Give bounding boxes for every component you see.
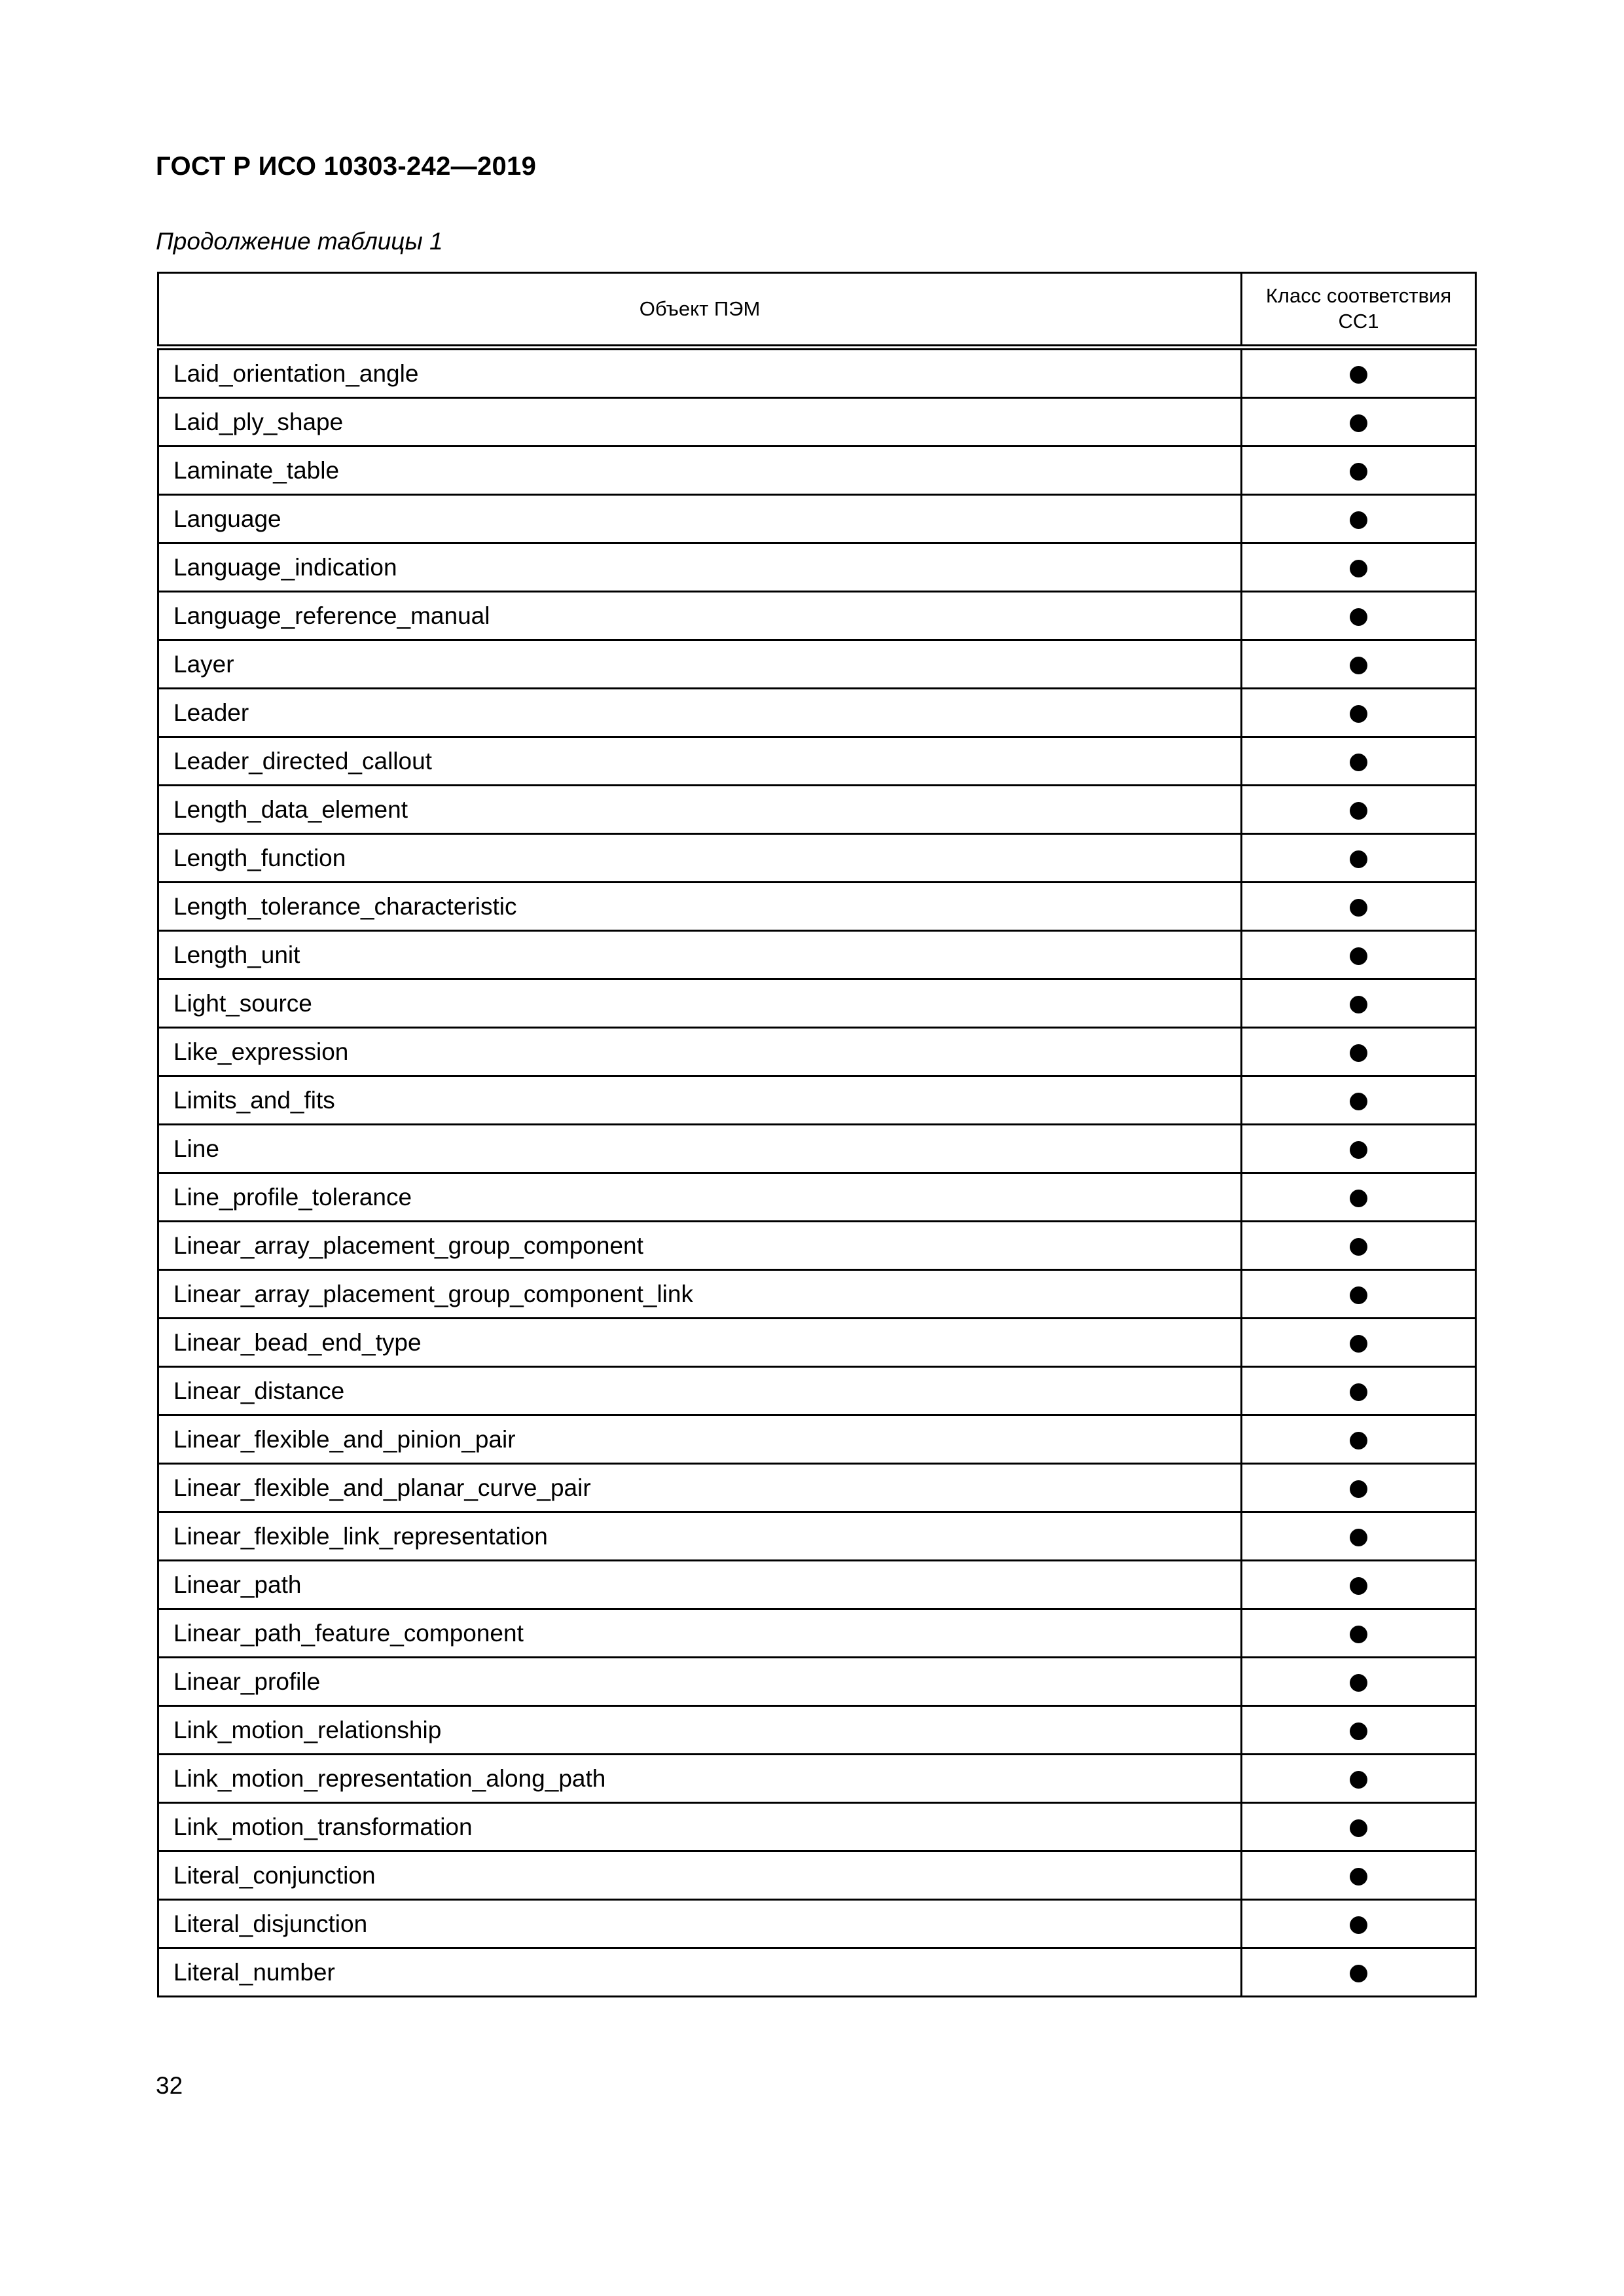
column-header-class-line1: Класс соответствия (1265, 284, 1452, 308)
table-caption: Продолжение таблицы 1 (156, 228, 443, 255)
table-row (158, 1803, 1476, 1851)
conformance-table (157, 272, 1477, 1997)
object-name-cell: Linear_path_feature_component (158, 1609, 1242, 1658)
object-name-cell: Language (158, 495, 1242, 543)
filled-circle-icon (1350, 802, 1367, 820)
table-row (158, 1512, 1476, 1561)
conformance-mark-cell (1242, 1609, 1476, 1658)
filled-circle-icon (1350, 754, 1367, 771)
filled-circle-icon (1350, 1093, 1367, 1110)
conformance-mark-cell (1242, 1125, 1476, 1173)
table-row (158, 1222, 1476, 1270)
conformance-mark-cell (1242, 1464, 1476, 1512)
object-name-cell: Limits_and_fits (158, 1076, 1242, 1125)
table-row (158, 640, 1476, 689)
table-header-row (158, 273, 1476, 348)
object-name-cell: Language_indication (158, 543, 1242, 592)
object-name-cell: Literal_conjunction (158, 1851, 1242, 1900)
table-row (158, 1028, 1476, 1076)
table-row (158, 1125, 1476, 1173)
conformance-mark-cell (1242, 1948, 1476, 1997)
conformance-mark-cell (1242, 1658, 1476, 1706)
filled-circle-icon (1350, 1722, 1367, 1740)
table-row (158, 1658, 1476, 1706)
object-name-cell: Linear_bead_end_type (158, 1319, 1242, 1367)
table-row (158, 348, 1476, 398)
conformance-mark-cell (1242, 1367, 1476, 1415)
conformance-mark-cell (1242, 1803, 1476, 1851)
table-row (158, 1948, 1476, 1997)
conformance-mark-cell (1242, 446, 1476, 495)
conformance-mark-cell (1242, 979, 1476, 1028)
object-name-cell: Literal_number (158, 1948, 1242, 1997)
conformance-mark-cell (1242, 592, 1476, 640)
conformance-mark-cell (1242, 1561, 1476, 1609)
object-name-cell: Link_motion_representation_along_path (158, 1755, 1242, 1803)
filled-circle-icon (1350, 1044, 1367, 1062)
filled-circle-icon (1350, 1238, 1367, 1256)
table-row (158, 931, 1476, 979)
object-name-cell: Laid_orientation_angle (158, 348, 1242, 398)
filled-circle-icon (1350, 1383, 1367, 1401)
table-row (158, 1900, 1476, 1948)
table-row (158, 689, 1476, 737)
filled-circle-icon (1350, 947, 1367, 965)
filled-circle-icon (1350, 1868, 1367, 1886)
table-row (158, 1076, 1476, 1125)
conformance-mark-cell (1242, 1173, 1476, 1222)
conformance-mark-cell (1242, 883, 1476, 931)
table-row (158, 1706, 1476, 1755)
filled-circle-icon (1350, 511, 1367, 529)
object-name-cell: Linear_distance (158, 1367, 1242, 1415)
conformance-mark-cell (1242, 931, 1476, 979)
object-name-cell: Literal_disjunction (158, 1900, 1242, 1948)
conformance-mark-cell (1242, 1900, 1476, 1948)
conformance-mark-cell (1242, 786, 1476, 834)
column-header-conformance-class (1242, 273, 1476, 348)
filled-circle-icon (1350, 1286, 1367, 1304)
column-header-object: Объект ПЭМ (158, 273, 1242, 348)
object-name-cell: Like_expression (158, 1028, 1242, 1076)
conformance-mark-cell (1242, 495, 1476, 543)
table-row (158, 1270, 1476, 1319)
table-row (158, 737, 1476, 786)
table-row (158, 979, 1476, 1028)
table-row (158, 543, 1476, 592)
object-name-cell: Length_tolerance_characteristic (158, 883, 1242, 931)
object-name-cell: Layer (158, 640, 1242, 689)
filled-circle-icon (1350, 463, 1367, 481)
filled-circle-icon (1350, 657, 1367, 674)
column-header-class-line2: СС1 (1338, 310, 1379, 333)
table-row (158, 834, 1476, 883)
filled-circle-icon (1350, 366, 1367, 384)
object-name-cell: Linear_flexible_link_representation (158, 1512, 1242, 1561)
filled-circle-icon (1350, 1965, 1367, 1982)
object-name-cell: Linear_flexible_and_pinion_pair (158, 1415, 1242, 1464)
filled-circle-icon (1350, 608, 1367, 626)
table-row (158, 1173, 1476, 1222)
filled-circle-icon (1350, 560, 1367, 577)
table-row (158, 1464, 1476, 1512)
conformance-mark-cell (1242, 1415, 1476, 1464)
object-name-cell: Light_source (158, 979, 1242, 1028)
table-row (158, 1755, 1476, 1803)
conformance-mark-cell (1242, 737, 1476, 786)
filled-circle-icon (1350, 705, 1367, 723)
object-name-cell: Linear_array_placement_group_component_link (158, 1270, 1242, 1319)
object-name-cell: Length_data_element (158, 786, 1242, 834)
object-name-cell: Laminate_table (158, 446, 1242, 495)
object-name-cell: Linear_profile (158, 1658, 1242, 1706)
filled-circle-icon (1350, 414, 1367, 432)
conformance-mark-cell (1242, 1755, 1476, 1803)
object-name-cell: Link_motion_relationship (158, 1706, 1242, 1755)
filled-circle-icon (1350, 1674, 1367, 1692)
table-row (158, 1367, 1476, 1415)
object-name-cell: Length_function (158, 834, 1242, 883)
object-name-cell: Linear_flexible_and_planar_curve_pair (158, 1464, 1242, 1512)
object-name-cell: Line (158, 1125, 1242, 1173)
table-row (158, 398, 1476, 446)
filled-circle-icon (1350, 1819, 1367, 1837)
conformance-mark-cell (1242, 834, 1476, 883)
conformance-mark-cell (1242, 348, 1476, 398)
conformance-mark-cell (1242, 1222, 1476, 1270)
object-name-cell: Length_unit (158, 931, 1242, 979)
table-row (158, 883, 1476, 931)
table-row (158, 1561, 1476, 1609)
table-row (158, 1609, 1476, 1658)
filled-circle-icon (1350, 899, 1367, 917)
object-name-cell: Laid_ply_shape (158, 398, 1242, 446)
table-row (158, 495, 1476, 543)
table-row (158, 1851, 1476, 1900)
conformance-table-container (157, 272, 1475, 1997)
conformance-mark-cell (1242, 640, 1476, 689)
conformance-mark-cell (1242, 1319, 1476, 1367)
filled-circle-icon (1350, 850, 1367, 868)
filled-circle-icon (1350, 1771, 1367, 1789)
filled-circle-icon (1350, 1529, 1367, 1546)
table-body (158, 348, 1476, 1997)
conformance-mark-cell (1242, 1028, 1476, 1076)
filled-circle-icon (1350, 1432, 1367, 1449)
object-name-cell: Leader (158, 689, 1242, 737)
conformance-mark-cell (1242, 398, 1476, 446)
filled-circle-icon (1350, 1141, 1367, 1159)
object-name-cell: Line_profile_tolerance (158, 1173, 1242, 1222)
object-name-cell: Language_reference_manual (158, 592, 1242, 640)
filled-circle-icon (1350, 1190, 1367, 1207)
table-row (158, 1415, 1476, 1464)
object-name-cell: Linear_array_placement_group_component (158, 1222, 1242, 1270)
conformance-mark-cell (1242, 1851, 1476, 1900)
table-row (158, 446, 1476, 495)
filled-circle-icon (1350, 996, 1367, 1013)
filled-circle-icon (1350, 1626, 1367, 1643)
table-row (158, 592, 1476, 640)
object-name-cell: Leader_directed_callout (158, 737, 1242, 786)
conformance-mark-cell (1242, 543, 1476, 592)
object-name-cell: Link_motion_transformation (158, 1803, 1242, 1851)
object-name-cell: Linear_path (158, 1561, 1242, 1609)
filled-circle-icon (1350, 1335, 1367, 1353)
filled-circle-icon (1350, 1577, 1367, 1595)
page-number: 32 (156, 2072, 183, 2099)
filled-circle-icon (1350, 1916, 1367, 1934)
conformance-mark-cell (1242, 1076, 1476, 1125)
conformance-mark-cell (1242, 1706, 1476, 1755)
table-row (158, 1319, 1476, 1367)
conformance-mark-cell (1242, 1512, 1476, 1561)
conformance-mark-cell (1242, 689, 1476, 737)
table-row (158, 786, 1476, 834)
document-header: ГОСТ Р ИСО 10303-242—2019 (156, 152, 537, 181)
conformance-mark-cell (1242, 1270, 1476, 1319)
filled-circle-icon (1350, 1480, 1367, 1498)
